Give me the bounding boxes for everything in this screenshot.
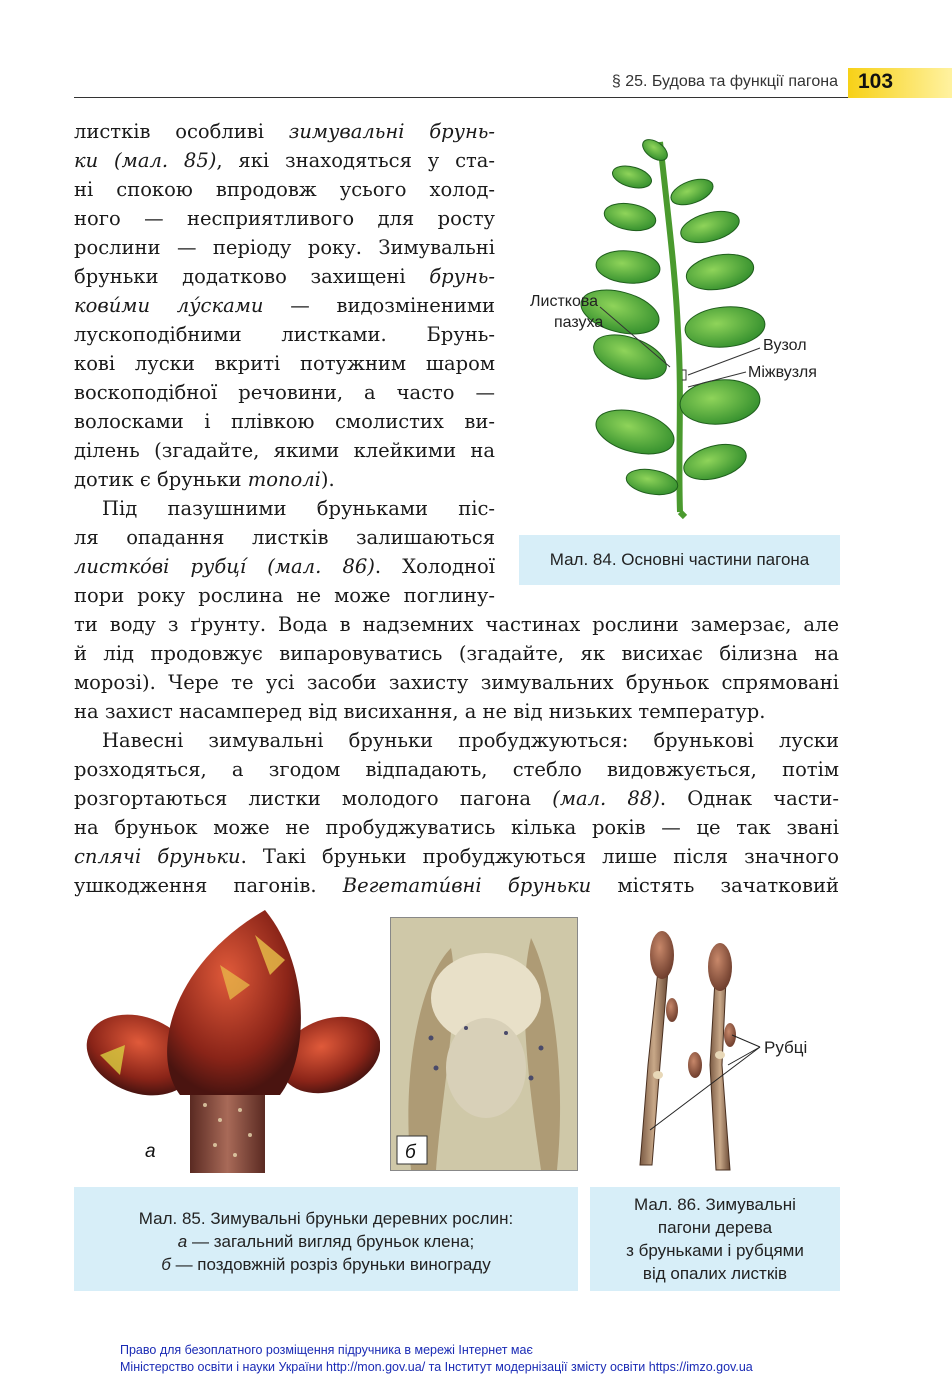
text-run: — видозміненими — [263, 294, 495, 317]
text-line — [74, 552, 495, 581]
italic-term: сплячі бруньки — [74, 845, 241, 868]
text-run: ного — несприятливого для росту — [74, 207, 495, 230]
caption-fig85-line2: а — загальний вигляд бруньок клена; — [177, 1232, 475, 1251]
text-line — [74, 117, 495, 146]
text-run: морозі). Чере те усі засоби захисту зимувальних бруньок спрямовані — [74, 671, 839, 694]
text-line — [74, 465, 495, 494]
text-run: рослини — періоду року. Зимувальні — [74, 236, 495, 259]
label-node: Вузол — [763, 337, 807, 354]
text-line — [74, 784, 839, 813]
text-run: ушкодження пагонів. — [74, 874, 343, 897]
label-leaf-axil-2: пазуха — [554, 314, 604, 331]
text-line — [74, 436, 495, 465]
license-footer — [120, 1342, 753, 1376]
caption-letter: а — [177, 1232, 188, 1251]
italic-term: листко́ві рубці́ (мал. 86) — [74, 555, 375, 578]
section-title: § 25. Будова та функції пагона — [611, 73, 838, 90]
text-run: кові луски вкриті потужним шаром — [74, 352, 495, 375]
caption-fig86-line3: з бруньками і рубцями — [626, 1241, 804, 1260]
text-line — [74, 262, 495, 291]
header-rule — [74, 97, 848, 98]
text-line — [74, 233, 495, 262]
text-line — [74, 871, 839, 900]
text-line — [74, 639, 839, 668]
body-text-column — [74, 117, 495, 610]
italic-term: ки (мал. 85) — [74, 149, 217, 172]
text-line — [74, 581, 495, 610]
text-run: дотик є бруньки — [74, 468, 248, 491]
text-line — [74, 610, 839, 639]
caption-fig86 — [590, 1187, 840, 1291]
text-line — [74, 146, 495, 175]
winter-twigs-illustration — [620, 925, 830, 1175]
text-run: ). — [320, 468, 335, 491]
text-run: воскоподібної речовини, а часто — — [74, 381, 495, 404]
text-line — [74, 320, 495, 349]
text-line — [74, 842, 839, 871]
text-run: ля опадання листків залишаються — [74, 526, 495, 549]
text-line — [74, 523, 495, 552]
label-a: а — [145, 1141, 156, 1162]
text-run: пори року рослина не може поглину- — [74, 584, 495, 607]
text-run: ти воду з ґрунту. Вода в надземних частинах рослини замерзає, але — [74, 613, 839, 636]
caption-fig86-line4: від опалих листків — [642, 1264, 788, 1283]
text-run: . Такі бруньки пробуджуються лише після значного — [240, 845, 839, 868]
caption-fig86-line1: Мал. 86. Зимувальні — [634, 1195, 796, 1214]
text-line — [74, 697, 839, 726]
text-run: ділень (згадайте, якими клейкими на — [74, 439, 495, 462]
label-scars: Рубці — [764, 1038, 808, 1057]
text-line — [74, 349, 495, 378]
italic-term: Вегетати́вні бруньки — [342, 874, 592, 897]
text-run: Навесні зимувальні бруньки пробуджуються: бруньковi луски — [102, 729, 839, 752]
italic-term: (мал. 88) — [552, 787, 660, 810]
text-line — [74, 726, 839, 755]
text-line — [74, 494, 495, 523]
italic-term: зимувальні брунь- — [288, 120, 495, 143]
text-run: , які знаходяться у ста- — [216, 149, 495, 172]
text-line — [74, 668, 839, 697]
page-number-tab — [848, 68, 952, 98]
text-run: й лід продовжує випаровуватись (згадайте, як висихає білизна на — [74, 642, 839, 665]
italic-term: кови́ми лу́сками — [74, 294, 264, 317]
label-internode: Міжвузля — [748, 364, 817, 381]
text-line — [74, 378, 495, 407]
caption-fig85 — [74, 1187, 578, 1291]
caption-fig84 — [519, 535, 840, 585]
italic-term: брунь- — [429, 265, 495, 288]
text-run: Під пазушними бруньками піс- — [102, 497, 495, 520]
text-run: містять зачатковий — [591, 874, 840, 897]
text-run: . Однак части- — [659, 787, 840, 810]
text-line — [74, 813, 839, 842]
page-number: 103 — [858, 70, 894, 93]
body-text-full — [74, 610, 839, 900]
text-line — [74, 755, 839, 784]
text-run: на захист насамперед від висихання, а не від низьких температур. — [74, 700, 766, 723]
text-line — [74, 291, 495, 320]
text-run: розходяться, а згодом відпадають, стебло видовжується, потім — [74, 758, 839, 781]
text-run: . Холодної — [374, 555, 495, 578]
text-run: листків особливі — [74, 120, 289, 143]
maple-buds-photo — [80, 905, 380, 1173]
shoot-illustration — [520, 122, 840, 532]
text-line — [74, 204, 495, 233]
label-leaf-axil-1: Листкова — [530, 293, 599, 310]
text-line — [74, 175, 495, 204]
text-run: ні спокою впродовж усього холод- — [74, 178, 495, 201]
caption-fig85-line1: Мал. 85. Зимувальні бруньки деревних рослин: — [138, 1209, 514, 1228]
text-line — [74, 407, 495, 436]
text-run: волосками і плівкою смолистих ви- — [74, 410, 495, 433]
footer-line1: Право для безоплатного розміщення підручника в мережі Інтернет має — [120, 1343, 533, 1357]
footer-line2: Міністерство освіти і науки України http://mon.gov.ua/ та Інститут модернізації змісту освіти https://imzo.gov.ua — [120, 1360, 753, 1374]
text-run: на бруньок може не пробуджуватись кілька років — це так звані — [74, 816, 839, 839]
italic-term: тополі — [247, 468, 321, 491]
text-run: розгортаються листки молодого пагона — [74, 787, 553, 810]
caption-fig85-line3: б — поздовжній розріз бруньки винограду — [161, 1255, 491, 1274]
caption-fig86-line2: пагони дерева — [657, 1218, 773, 1237]
caption-fig84-text: Мал. 84. Основні частини пагона — [549, 550, 810, 569]
label-b: б — [405, 1142, 416, 1163]
grape-bud-section-photo — [390, 917, 578, 1171]
text-run: бруньки додатково захищені — [74, 265, 430, 288]
caption-letter: б — [161, 1255, 171, 1274]
text-run: лускоподібними листками. Брунь- — [74, 323, 495, 346]
